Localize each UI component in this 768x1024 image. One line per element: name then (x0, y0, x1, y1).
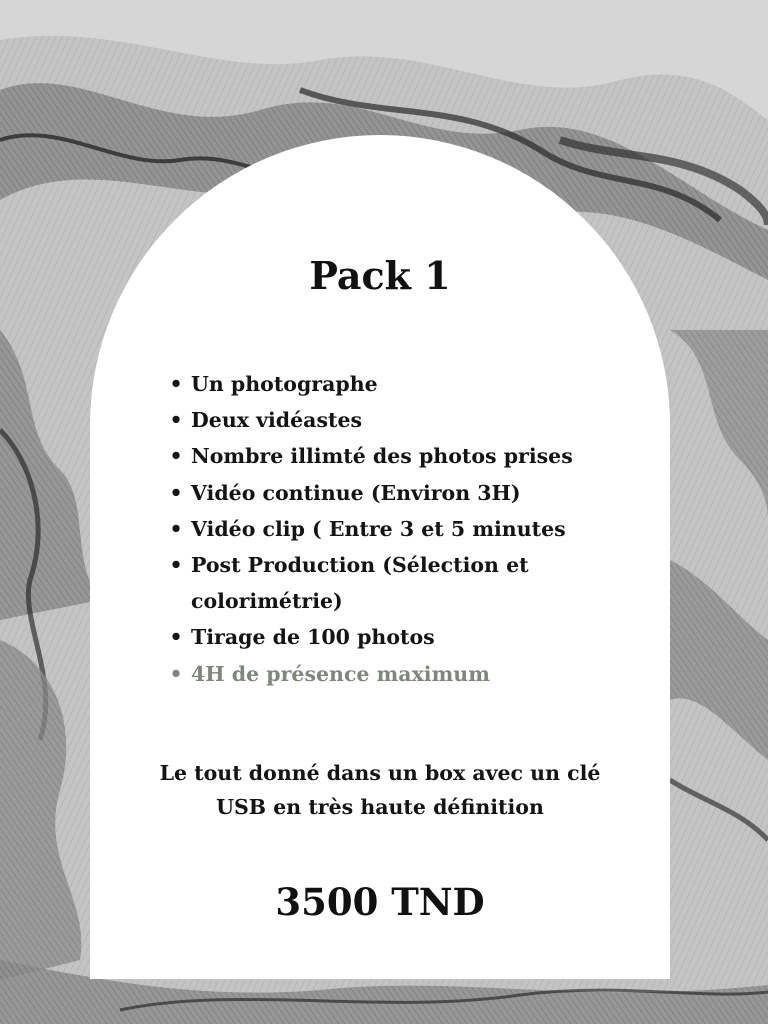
delivery-note: Le tout donné dans un box avec un clé USB en très haute définition (159, 761, 601, 819)
feature-list (165, 366, 655, 692)
bullet-icon: • (169, 444, 183, 469)
price-label: 3500 TND (275, 880, 485, 924)
feature-item: • Deux vidéastes (165, 402, 655, 438)
feature-item: • Un photographe (165, 366, 655, 402)
bullet-icon: • (169, 661, 183, 686)
bullet-icon: • (169, 480, 183, 505)
bullet-icon: • (169, 408, 183, 433)
feature-item: • Vidéo continue (Environ 3H) (165, 475, 655, 511)
feature-item: • Vidéo clip ( Entre 3 et 5 minutes (165, 511, 655, 547)
bullet-icon: • (169, 625, 183, 650)
bullet-icon: • (169, 372, 183, 396)
feature-item: • Tirage de 100 photos (165, 619, 655, 655)
feature-item: • Post Production (Sélection et colorimétrie) (165, 547, 655, 619)
pack-title: Pack 1 (309, 253, 451, 298)
feature-item: • 4H de présence maximum (165, 656, 655, 692)
feature-item: • Nombre illimté des photos prises (165, 438, 655, 474)
bullet-icon: • (169, 553, 183, 578)
bullet-icon: • (169, 516, 183, 541)
